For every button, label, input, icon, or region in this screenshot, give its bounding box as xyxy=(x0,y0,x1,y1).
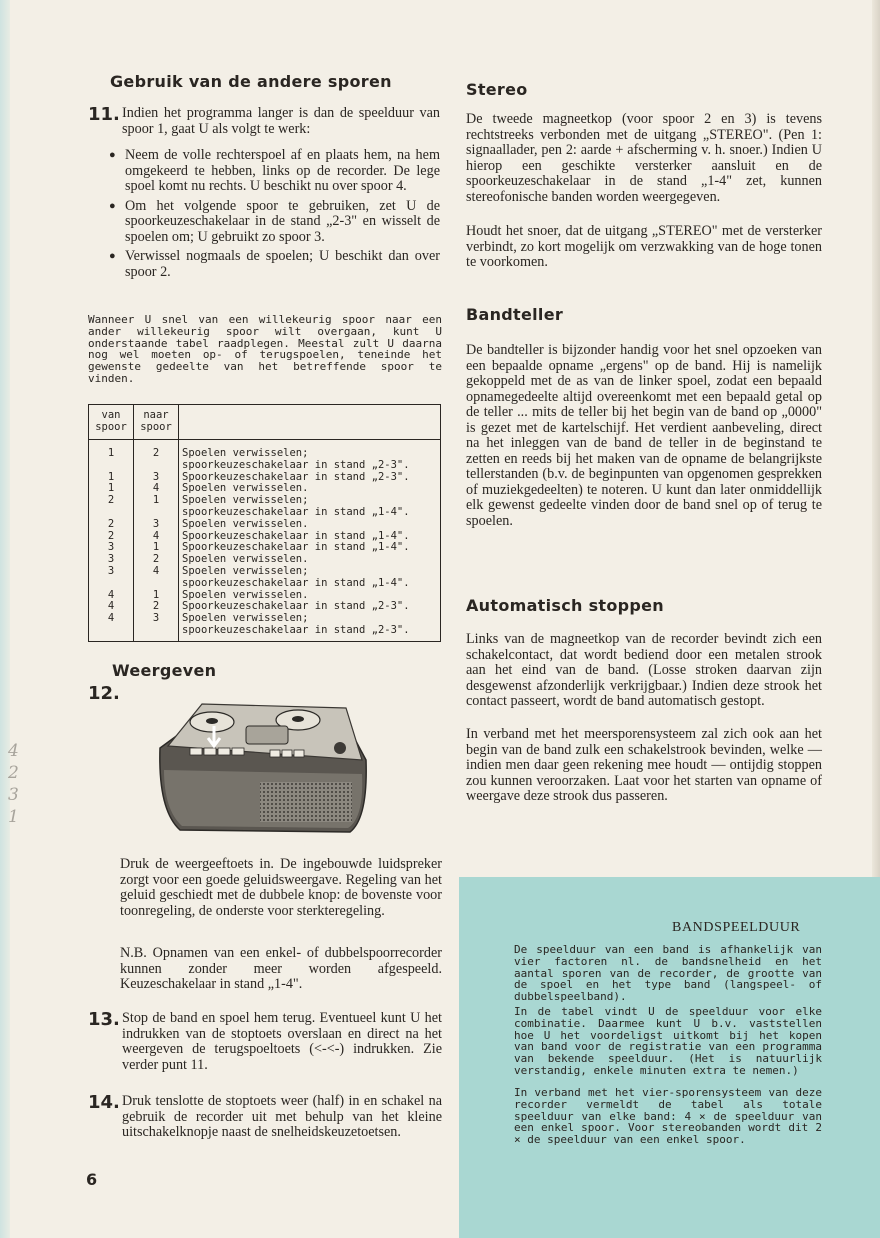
column-header-to: naar spoor xyxy=(134,405,179,440)
box-title: BANDSPEELDUUR xyxy=(672,920,801,935)
step-number-13: 13. xyxy=(88,1009,120,1030)
cell-action xyxy=(179,613,441,641)
cell-action-line: Spoorkeuzeschakelaar in stand „1-4". xyxy=(182,529,410,542)
cell-action-line: Spoorkeuzeschakelaar in stand „1-4". xyxy=(182,541,410,554)
auto-stop-text-2: In verband met het meersporensysteem zal zich ook aan het begin van de band zulk een schakelstrook bevinden, welke — indien men daar geen rekening mee houdt — ontijdig stoppen zou kunnen veroorzaken. Laat voor het starten van opname of weergave deze strook dus passeren. xyxy=(466,726,822,804)
table-row xyxy=(89,519,441,531)
cell-from-track: 2 xyxy=(89,519,134,531)
table-row xyxy=(89,495,441,519)
step-14-text: Druk tenslotte de stoptoets weer (half) in en schakel na gebruik de recorder uit met behulp van het kleine uitschakelknopje naast de snelheidskeuzetoetsen. xyxy=(122,1093,442,1140)
cell-from-track: 1 xyxy=(89,440,134,472)
cell-from-track: 2 xyxy=(89,495,134,519)
cell-from-track: 2 xyxy=(89,531,134,543)
cell-from-track: 4 xyxy=(89,613,134,641)
list-item: ● Om het volgende spoor te gebruiken, zet U de spoorkeuzeschakelaar in de stand „2-3" en wisselt de spoelen om; U gebruikt zo spoor 3. xyxy=(109,199,440,246)
cell-action-line: Spoelen verwisselen. xyxy=(182,517,309,530)
cell-from-track: 4 xyxy=(89,590,134,602)
cell-from-track: 3 xyxy=(89,542,134,554)
table-row xyxy=(89,566,441,590)
box-text-1: De speelduur van een band is afhankelijk van vier factoren nl. de bandsnelheid en het aantal sporen van de recorder, de grootte van de spoel en het type band (langspeel- of dubbelspeelband). xyxy=(514,943,822,1004)
cell-to-track: 3 xyxy=(134,613,179,641)
cell-action xyxy=(179,566,441,590)
nb-note: N.B. Opnamen van een enkel- of dubbelspoorrecorder kunnen zonder meer worden afgespeeld. Keuzeschakelaar in stand „1-4". xyxy=(120,945,442,992)
section-title-tape-counter: Bandteller xyxy=(466,305,564,324)
cell-action xyxy=(179,519,441,531)
section-title-auto-stop: Automatisch stoppen xyxy=(466,596,664,615)
page-number: 6 xyxy=(86,1170,98,1189)
cell-action-line: Spoelen verwisselen; xyxy=(182,564,309,577)
pencil-annotations: 4 2 3 1 xyxy=(8,741,19,827)
tape-counter-text: De bandteller is bijzonder handig voor het snel opzoeken van een bepaalde opname „ergens" op de band. Hij is namelijk gekoppeld met de as van de linker spoel, zodat een bepaald opnamegedeelte altijd overeenkomt met een bepaald getal op de teller ... mits de teller bij het begin van de band op „0000" is gezet met de kartelschijf. Het verdient aanbeveling, direct na het inleggen van de band de teller in de beginstand te zetten en reeds bij het maken van de opname de belangrijkste tellerstanden (b.v. de beginpunten van opgenomen gesprekken of muziekgedeelten) te noteren. U kunt dan later onmiddellijk elk gewenst gedeelte vinden door de band snel op of terug te spoelen. xyxy=(466,342,822,529)
cell-to-track: 2 xyxy=(134,601,179,613)
cell-to-track: 2 xyxy=(134,554,179,566)
cell-from-track: 1 xyxy=(89,472,134,484)
column-header-from: van spoor xyxy=(89,405,134,440)
cell-to-track: 4 xyxy=(134,531,179,543)
stereo-text-2: Houdt het snoer, dat de uitgang „STEREO" met de versterker verbindt, zo kort mogelijk om verzwakking van de hoge tonen te voorkomen. xyxy=(466,223,822,270)
step-12-text: Druk de weergeeftoets in. De ingebouwde luidspreker zorgt voor een goede geluidsweergave. Regeling van het geluid geschiedt met de dubbele knop: de bovenste voor toonregeling, de onderste voor sterkteregeling. xyxy=(120,856,442,919)
step-number-14: 14. xyxy=(88,1092,120,1113)
table-intro-paragraph: Wanneer U snel van een willekeurig spoor naar een ander willekeurig spoor wilt overgaan, kunt U onderstaande tabel raadplegen. Meestal zult U daarna nog wel moeten op- of terugspoelen, teneinde het gewenste gedeelte van het betreffende spoor te vinden. xyxy=(88,313,442,385)
cell-action-line: Spoelen verwisselen. xyxy=(182,553,309,566)
cell-from-track: 3 xyxy=(89,554,134,566)
cell-action xyxy=(179,440,441,472)
auto-stop-text: Links van de magneetkop van de recorder bevindt zich een schakelcontact, dat wordt bediend door een metalen strook aan het eind van de band. (Losse stroken daarvan zijn desgewenst afzonderlijk verkrijgbaar.) Indien deze strook het contact passeert, wordt de band automatisch gestopt. xyxy=(466,631,822,709)
table-row xyxy=(89,613,441,641)
cell-to-track: 1 xyxy=(134,495,179,519)
cell-from-track: 1 xyxy=(89,483,134,495)
cell-action-line: Spoelen verwisselen. xyxy=(182,588,309,601)
table-row xyxy=(89,440,441,472)
cell-to-track: 4 xyxy=(134,566,179,590)
tape-recorder-illustration xyxy=(150,690,372,840)
cell-from-track: 4 xyxy=(89,601,134,613)
section-title-other-tracks: Gebruik van de andere sporen xyxy=(110,72,392,91)
cell-action-line: spoorkeuzeschakelaar in stand „1-4". xyxy=(182,505,410,518)
step-13-text: Stop de band en spoel hem terug. Eventueel kunt U het indrukken van de stoptoets overslaan en direct na het weergeven de terugspoeltoets (<-<-) indrukken. Zie verder punt 11. xyxy=(122,1010,442,1073)
stereo-text: De tweede magneetkop (voor spoor 2 en 3) is tevens rechtstreeks verbonden met de uitgang „STEREO". (Pen 1: signaallader, pen 2: aarde + afscherming v. h. snoer.) Indien U hierop een geschikte versterker aansluit en de spoorkeuzeschakelaar in de stand „1-4" zet, kunnen stereofonische banden worden weergegeven. xyxy=(466,111,822,205)
cell-to-track: 3 xyxy=(134,519,179,531)
cell-action-line: Spoorkeuzeschakelaar in stand „2-3". xyxy=(182,470,410,483)
cell-action-line: Spoorkeuzeschakelaar in stand „2-3". xyxy=(182,600,410,613)
section-title-playback: Weergeven xyxy=(112,661,217,680)
column-header-action xyxy=(179,405,441,440)
step-number-12: 12. xyxy=(88,683,120,704)
track-change-table xyxy=(88,404,441,642)
cell-to-track: 1 xyxy=(134,590,179,602)
cell-action-line: spoorkeuzeschakelaar in stand „1-4". xyxy=(182,576,410,589)
cell-to-track: 4 xyxy=(134,483,179,495)
cell-action xyxy=(179,495,441,519)
step-number-11: 11. xyxy=(88,104,120,125)
cell-action-line: spoorkeuzeschakelaar in stand „2-3". xyxy=(182,623,410,636)
section-title-stereo: Stereo xyxy=(466,80,528,99)
list-item: ● Verwissel nogmaals de spoelen; U beschikt dan over spoor 2. xyxy=(109,249,440,280)
cell-action-line: Spoelen verwisselen; xyxy=(182,494,309,507)
cell-to-track: 3 xyxy=(134,472,179,484)
box-text-3: In verband met het vier-sporensysteem van deze recorder vermeldt de tabel als totale speelduur van elke band: 4 × de speelduur van een enkel spoor. Voor stereobanden wordt dit 2 × de speelduur van een enkel spoor. xyxy=(514,1086,822,1147)
cell-to-track: 2 xyxy=(134,440,179,472)
box-text-2: In de tabel vindt U de speelduur voor elke combinatie. Daarmee kunt U b.v. vaststellen hoe U het voordeligst uitkomt bij het kopen van band voor de registratie van een programma van bekende speelduur. (Het is natuurlijk verstandig, enkele minuten extra te nemen.) xyxy=(514,1005,822,1077)
page-edge xyxy=(0,0,10,1238)
cell-action-line: Spoelen verwisselen; xyxy=(182,612,309,625)
step-11-intro: Indien het programma langer is dan de speelduur van spoor 1, gaat U als volgt te werk: xyxy=(122,105,440,137)
cell-action-line: Spoelen verwisselen; xyxy=(182,447,309,459)
cell-action-line: Spoelen verwisselen. xyxy=(182,482,309,495)
cell-to-track: 1 xyxy=(134,542,179,554)
cell-action-line: spoorkeuzeschakelaar in stand „2-3". xyxy=(182,458,410,471)
list-item: ● Neem de volle rechterspoel af en plaats hem, na hem omgekeerd te hebben, links op de recorder. De lege spoel komt nu rechts. U beschikt nu over spoor 4. xyxy=(109,148,440,195)
cell-from-track: 3 xyxy=(89,566,134,590)
step-11-bullets xyxy=(109,148,440,284)
